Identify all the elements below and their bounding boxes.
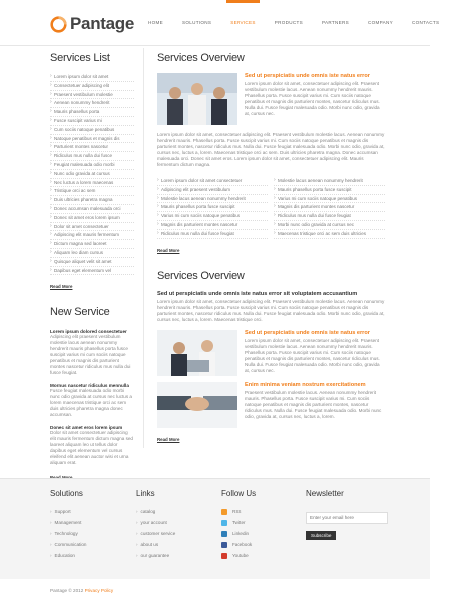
- chevron-right-icon: ›: [50, 553, 52, 558]
- logo-icon: [50, 16, 67, 33]
- services-list-item[interactable]: › Aenean nonummy hendrerit: [50, 99, 134, 108]
- overview2-intro: Lorem ipsum dolor sit amet, consectetuer adipiscing elit. Praesent vestibulum molestie lacus. Aenean nonummy hendrerit mauris. Phasellus porta. Fusce suscipit varius mi. Cum sociis natoque penatibus et magnis dis parturient montes, nascetur ridiculus mus. Nulla dui. Fusce feugiat malesuada odio. Morbi nunc odio, gravida at, cursus nec, luctus a, lorem. Maecenas tristique orci.: [157, 298, 385, 322]
- overview-list-left: [157, 177, 268, 239]
- newsletter-email-input[interactable]: [306, 512, 388, 524]
- footer-link[interactable]: › customer service: [136, 531, 176, 536]
- main-content: [157, 52, 385, 446]
- header: [0, 0, 440, 46]
- new-service-block: [50, 329, 134, 376]
- new-service-title: New Service: [50, 306, 110, 319]
- new-service-text: Dolor sit amet consectetuer adipiscing elit mauris fermentum dictum magna sed laoreet aliquam leo ut tellus dolor dapibus eget elementum vel cursus eleifend elit aenean auctor wisi et urna aliquam erat.: [50, 430, 133, 466]
- social-link-youtube[interactable]: Youtube: [221, 550, 256, 561]
- nav-products[interactable]: PRODUCTS: [274, 20, 303, 25]
- nav-home[interactable]: HOME: [148, 20, 163, 25]
- services-list-item[interactable]: › Donec accumsan malesuada orci: [50, 205, 134, 214]
- footer-solutions-link[interactable]: › Technology: [50, 531, 78, 536]
- services-list-read-more[interactable]: Read More: [50, 284, 73, 290]
- overview2-item-text: Lorem ipsum dolor sit amet, consectetuer adipiscing elit. Praesent vestibulum molestie lacus. Aenean nonummy hendrerit mauris. Phasellus porta. Fusce suscipit varius mi. Cum sociis natoque penatibus et magnis dis parturient montes, nascetur ridiculus mus. Nulla dui. Fusce feugiat malesuada odio. Morbi nunc odio, gravida at, cursus nec.: [245, 337, 380, 373]
- copyright-bar: [50, 588, 113, 593]
- overview-list-item[interactable]: › Magnis dis parturient montes nascetur: [157, 221, 268, 230]
- services-list-item[interactable]: › Nec luctus a lorem maecenas: [50, 179, 134, 188]
- overview-subtitle: Sed ut perspiciatis unde omnis iste natus error: [245, 73, 370, 79]
- services-list-item[interactable]: › Fusce suscipit varius mi: [50, 117, 134, 126]
- overview2-item-heading: Enim minima veniam nostrum exercitationem: [245, 381, 366, 388]
- footer-follow: [221, 489, 256, 561]
- overview-list-item[interactable]: › Mauris phasellus porta fusce suscipit: [274, 186, 385, 195]
- chevron-right-icon: ›: [50, 542, 52, 547]
- subscribe-button[interactable]: Subscribe: [306, 531, 336, 540]
- new-service-block: [50, 425, 134, 466]
- overview2-item-text: Praesent vestibulum molestie lacus. Aenean nonummy hendrerit mauris. Phasellus porta. Fusce suscipit varius mi. Cum sociis natoque penatibus et magnis dis parturient montes, nascetur ridiculus mus. Nulla dui. Fusce feugiat malesuada odio. Morbi nunc odio, gravida at, cursus nec, luctus a, lorem.: [245, 389, 382, 419]
- overview2-item-heading: Sed ut perspiciatis unde omnis iste natus error: [245, 329, 370, 336]
- services-list-item[interactable]: › Cum sociis natoque penatibus: [50, 126, 134, 135]
- facebook-icon: [221, 542, 227, 548]
- services-list-item[interactable]: › Natoque penatibus et magnis dis: [50, 135, 134, 144]
- overview-list-item[interactable]: › Mauris phasellus porta fusce suscipit: [157, 203, 268, 212]
- business-team-photo: [157, 73, 237, 125]
- overview-body: Lorem ipsum dolor sit amet, consectetuer adipiscing elit. Praesent vestibulum molestie lacus. Aenean nonummy hendrerit mauris. Phasellus porta. Fusce suscipit varius mi. Cum sociis natoque penatibus et magnis dis parturient montes, nascetur ridiculus mus. Nulla dui. Fusce feugiat malesuada odio. Morbi nunc odio, gravida at, cursus nec, luctus a, lorem. Maecenas tristique orci ac sem. Duis ultricies pharetra magna. Donec accumsan malesuada orci. Donec sit amet eros. Lorem ipsum dolor sit amet, consectetuer adipiscing elit. Mauris fermentum dictum magna.: [157, 132, 385, 167]
- rss-icon: [221, 509, 227, 515]
- services-list-item[interactable]: › Parturient montes nascetur: [50, 143, 134, 152]
- new-service-heading: Mornus nascetur ridiculus mennulla: [50, 383, 129, 389]
- overview-intro: Lorem ipsum dolor sit amet, consectetuer adipiscing elit. Praesent vestibulum molestie lacus. Aenean nonummy hendrerit mauris. Phasellus porta. Fusce suscipit varius mi. Cum sociis natoque penatibus et magnis dis parturient montes, nascetur ridiculus mus. Nulla dui. Fusce feugiat malesuada odio. Morbi nunc odio, gravida at, cursus nec.: [245, 81, 380, 116]
- overview-list-item[interactable]: › Varius mi cum sociis natoque penatibus: [157, 212, 268, 221]
- footer: [0, 478, 430, 579]
- social-link-linkedin[interactable]: Linkedin: [221, 528, 256, 539]
- services-list-section: [50, 52, 134, 484]
- social-link-twitter[interactable]: Twitter: [221, 517, 256, 528]
- overview-list-item[interactable]: › Varius mi cum sociis natoque penatibus: [274, 195, 385, 204]
- services-list-title: Services List: [50, 52, 110, 64]
- new-service-heading: Donec sit amet eros lorem ipsum: [50, 425, 123, 431]
- privacy-policy-link[interactable]: Privacy Policy: [84, 588, 114, 593]
- footer-link[interactable]: › about us: [136, 542, 159, 547]
- nav-services[interactable]: SERVICES: [230, 20, 256, 25]
- services-list-item[interactable]: › Duis ultricies pharetra magna: [50, 196, 134, 205]
- main-nav: [148, 20, 458, 25]
- chevron-right-icon: ›: [50, 520, 52, 525]
- youtube-icon: [221, 553, 227, 559]
- services-list-item[interactable]: › Praesent vestibulum molestie: [50, 91, 134, 100]
- handshake-image: [157, 382, 237, 428]
- office-image: [157, 330, 237, 376]
- services-list-item[interactable]: › Dapibus eget elementum vel: [50, 267, 134, 276]
- services-list-item[interactable]: › Feugiat malesuada odio morbi: [50, 161, 134, 170]
- overview-list-right: [274, 177, 385, 239]
- office-photo: [157, 330, 237, 376]
- nav-solutions[interactable]: SOLUTIONS: [181, 20, 212, 25]
- overview-list-item[interactable]: › Ridiculus mus nulla dui fusce feugiat: [274, 212, 385, 221]
- chevron-right-icon: ›: [136, 542, 138, 547]
- overview-list-item[interactable]: › Ridiculus mus nulla dui fusce feugiat: [157, 230, 268, 239]
- footer-follow-title: Follow Us: [221, 489, 257, 498]
- overview2-subtitle: Sed ut perspiciatis unde omnis iste natus error sit voluptatem accusantium: [157, 290, 358, 297]
- overview-list-item[interactable]: › Lorem ipsum dolor sit amet consectetuer: [157, 177, 268, 186]
- overview-list-item[interactable]: › Magnis dis parturient montes nascetur: [274, 203, 385, 212]
- overview-read-more[interactable]: Read More: [157, 247, 180, 253]
- social-link-rss[interactable]: RSS: [221, 506, 256, 517]
- twitter-icon: [221, 520, 227, 526]
- services-list-item[interactable]: › Quisque aliquet velit sit amet: [50, 258, 134, 267]
- footer-solutions-title: Solutions: [50, 489, 83, 498]
- overview-list-item[interactable]: › Molestie lacus aenean nonummy hendrerit: [274, 177, 385, 186]
- overview-list-item[interactable]: › Molestie lacus aenean nonummy hendrerit: [157, 195, 268, 204]
- services-list-item[interactable]: › Aliquam leo diam cursus: [50, 249, 134, 258]
- chevron-right-icon: ›: [50, 509, 52, 514]
- services-overview-title: Services Overview: [157, 52, 245, 64]
- services-list-item[interactable]: › Dolor sit amet consectetuer: [50, 223, 134, 232]
- footer-link[interactable]: › our guarantee: [136, 553, 170, 558]
- footer-link[interactable]: › your account: [136, 520, 167, 525]
- new-service-text: Fusce feugiat malesuada odio morbi nunc odio gravida at cursus nec luctus a lorem maecenas tristique orci ac sem duis ultricies pharetra magna donec accumsan.: [50, 388, 132, 418]
- footer-solutions-link[interactable]: › Management: [50, 520, 82, 525]
- copyright-text: Pantage © 2012: [50, 588, 84, 593]
- services-list-item[interactable]: › Mauris phasellus porta: [50, 108, 134, 117]
- footer-link[interactable]: › catalog: [136, 509, 156, 514]
- overview2-read-more[interactable]: Read More: [157, 436, 180, 442]
- footer-newsletter-title: Newsletter: [306, 489, 344, 498]
- nav-partners[interactable]: PARTNERS: [321, 20, 349, 25]
- chevron-right-icon: ›: [50, 531, 52, 536]
- overview-list-item[interactable]: › Morbi nunc odio gravida at cursus nec: [274, 221, 385, 230]
- new-service-text: Adipiscing elit praesent vestibulum molestie lacus aenean nonummy hendrerit mauris phasellus porta fusce suscipit varius mi cum sociis natoque penatibus et magnis dis parturient montes nascetur ridiculus mus nulla dui fusce feugiat.: [50, 334, 131, 376]
- footer-solutions-link[interactable]: › Support: [50, 509, 71, 514]
- social-link-facebook[interactable]: Facebook: [221, 539, 256, 550]
- services-list-item[interactable]: › Donec sit amet eros lorem ipsum: [50, 214, 134, 223]
- services-overview-title-2: Services Overview: [157, 269, 245, 282]
- services-list: [50, 73, 134, 275]
- chevron-right-icon: ›: [136, 509, 138, 514]
- footer-solutions-link[interactable]: › Communication: [50, 542, 87, 547]
- footer-solutions-link[interactable]: › Education: [50, 553, 75, 558]
- brand-name: Pantage: [70, 14, 135, 33]
- services-list-item[interactable]: › Lorem ipsum dolor sit amet: [50, 73, 134, 82]
- services-list-item[interactable]: › Ridiculus mus nulla dui fusce: [50, 152, 134, 161]
- overview-list-item[interactable]: › Adipiscing elit praesent vestibulum: [157, 186, 268, 195]
- nav-company[interactable]: COMPANY: [367, 20, 393, 25]
- chevron-right-icon: ›: [136, 520, 138, 525]
- linkedin-icon: [221, 531, 227, 537]
- services-list-item[interactable]: › Consectetuer adipiscing elit: [50, 82, 134, 91]
- footer-links-title: Links: [136, 489, 155, 498]
- services-list-item[interactable]: › Adipiscing elit mauris fermentum: [50, 231, 134, 240]
- footer-links: [136, 489, 175, 561]
- chevron-right-icon: ›: [136, 553, 138, 558]
- handshake-photo: [157, 382, 237, 428]
- chevron-right-icon: ›: [136, 531, 138, 536]
- services-list-item[interactable]: › Dictum magna sed laoreet: [50, 240, 134, 249]
- new-service-block: [50, 383, 134, 418]
- footer-newsletter: [306, 489, 388, 542]
- logo[interactable]: [50, 14, 134, 34]
- new-service-heading: Lorem ipsum dolored consectetuer: [50, 329, 127, 335]
- nav-contacts[interactable]: CONTACTS: [411, 20, 440, 25]
- footer-solutions: [50, 489, 86, 561]
- services-list-item[interactable]: › Nunc odio gravida at cursus: [50, 170, 134, 179]
- overview-list-item[interactable]: › Maecenas tristique orci ac sem duis ultricies: [274, 230, 385, 239]
- services-list-item[interactable]: › Tristique orci ac sem: [50, 187, 134, 196]
- column-divider: [143, 48, 144, 448]
- team-image: [157, 73, 237, 125]
